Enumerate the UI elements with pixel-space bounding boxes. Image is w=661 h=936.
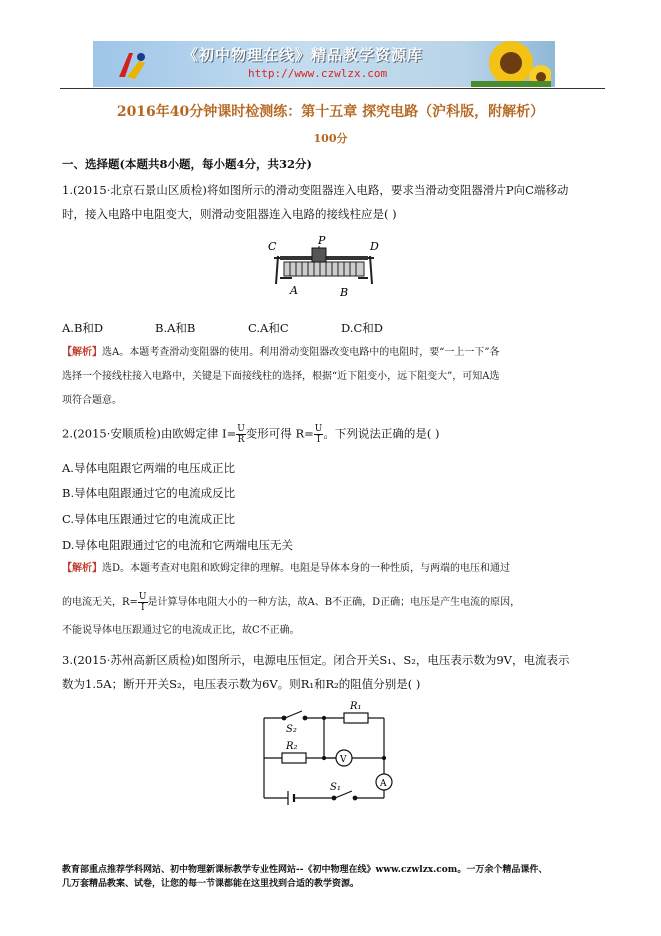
q2-option-a: A.导体电阻跟它两端的电压成正比 [62,461,235,475]
q2-analysis-line2: 的电流无关，R= $\frac{U}{I}$ 是计算导体电阻大小的一种方法，故A、B不正确，D正确；电压是产生电流的原因， [62,592,521,613]
ammeter-icon: A [380,779,387,789]
q2-analysis-line3: 不能说导体电压跟通过它的电流成正比，故C不正确。 [62,625,300,636]
header-divider [60,88,605,89]
q2-analysis-line1: 【解析】选D。本题考查对电阻和欧姆定律的理解。电阻是导体本身的一种性质，与两端的电压和通过 [62,563,511,574]
q1-option-a: A.B和D [62,321,104,335]
label-P: P [318,234,326,247]
q2-option-c: C.导体电压跟通过它的电流成正比 [62,512,236,526]
ohm-fraction-r: $\frac{U}{I}$ [314,424,323,445]
label-C: C [268,240,277,253]
header-banner [93,41,555,87]
q1-stem-line1: 1.(2015·北京石景山区质检)将如图所示的滑动变阻器连入电路，要求当滑动变阻器滑片P向C端移动 [62,183,569,197]
analysis-tag: 【解析】 [62,563,102,574]
section-heading: 一、选择题(本题共8小题，每小题4分，共32分) [62,157,312,171]
q1-analysis-line2: 选择一个接线柱接入电路中，关键是下面接线柱的选择，根据“近下阻变小，远下阻变大”，可知A选 [62,371,500,382]
label-S2: S₂ [286,724,297,735]
analysis-tag: 【解析】 [62,347,102,358]
label-S1: S₁ [330,782,341,793]
total-score: 100分 [313,132,348,145]
banner-url[interactable]: http://www.czwlzx.com [248,67,388,80]
q1-option-d: D.C和D [341,321,383,335]
footer-line1: 教育部重点推荐学科网站、初中物理新课标教学专业性网站--《初中物理在线》www.czwlzx.com。一万余个精品课件、 [62,865,548,875]
q2-stem: 2.(2015·安顺质检)由欧姆定律 I= $\frac{U}{R}$ 变形可得 R= $\frac{U}{I}$ 。下列说法正确的是( ) [62,424,440,445]
page-footer [62,863,547,891]
sunflower-icon [471,41,551,87]
ohm-fraction-i: $\frac{U}{R}$ [237,424,245,445]
voltmeter-icon: V [340,755,347,765]
page-title: 2016年40分钟课时检测练：第十五章 探究电路（沪科版，附解析） [116,104,545,120]
label-B: B [340,286,349,299]
site-logo-icon [115,47,151,83]
label-A: A [290,284,298,297]
q2-option-b: B.导体电阻跟通过它的电流成反比 [62,486,236,500]
q1-stem-line2: 时，接入电路中电阻变大，则滑动变阻器连入电路的接线柱应是( ) [62,207,397,221]
circuit-diagram [258,698,408,806]
label-R2: R₂ [286,741,298,752]
analysis-fraction: $\frac{U}{I}$ [138,592,147,613]
label-D: D [370,240,379,253]
label-R1: R₁ [350,701,362,712]
q1-option-c: C.A和C [248,321,289,335]
footer-line2: 几万套精品教案、试卷，让您的每一节课都能在这里找到合适的教学资源。 [62,879,360,889]
rheostat-figure [262,234,388,300]
banner-title: 《初中物理在线》精品教学资源库 [183,46,424,64]
q3-stem-line2: 数为1.5A；断开开关S₂，电压表示数为6V。则R₁和R₂的阻值分别是( ) [62,677,421,691]
q1-analysis-line3: 项符合题意。 [62,395,122,406]
q3-stem-line1: 3.(2015·苏州高新区质检)如图所示，电源电压恒定。闭合开关S₁、S₂，电压表示数为9V，电流表示 [62,653,570,667]
q1-option-b: B.A和B [155,321,196,335]
q2-option-d: D.导体电阻跟通过它的电流和它两端电压无关 [62,538,293,552]
q1-analysis-line1: 【解析】选A。本题考查滑动变阻器的使用。利用滑动变阻器改变电路中的电阻时，要“一上一下”各 [62,347,500,358]
